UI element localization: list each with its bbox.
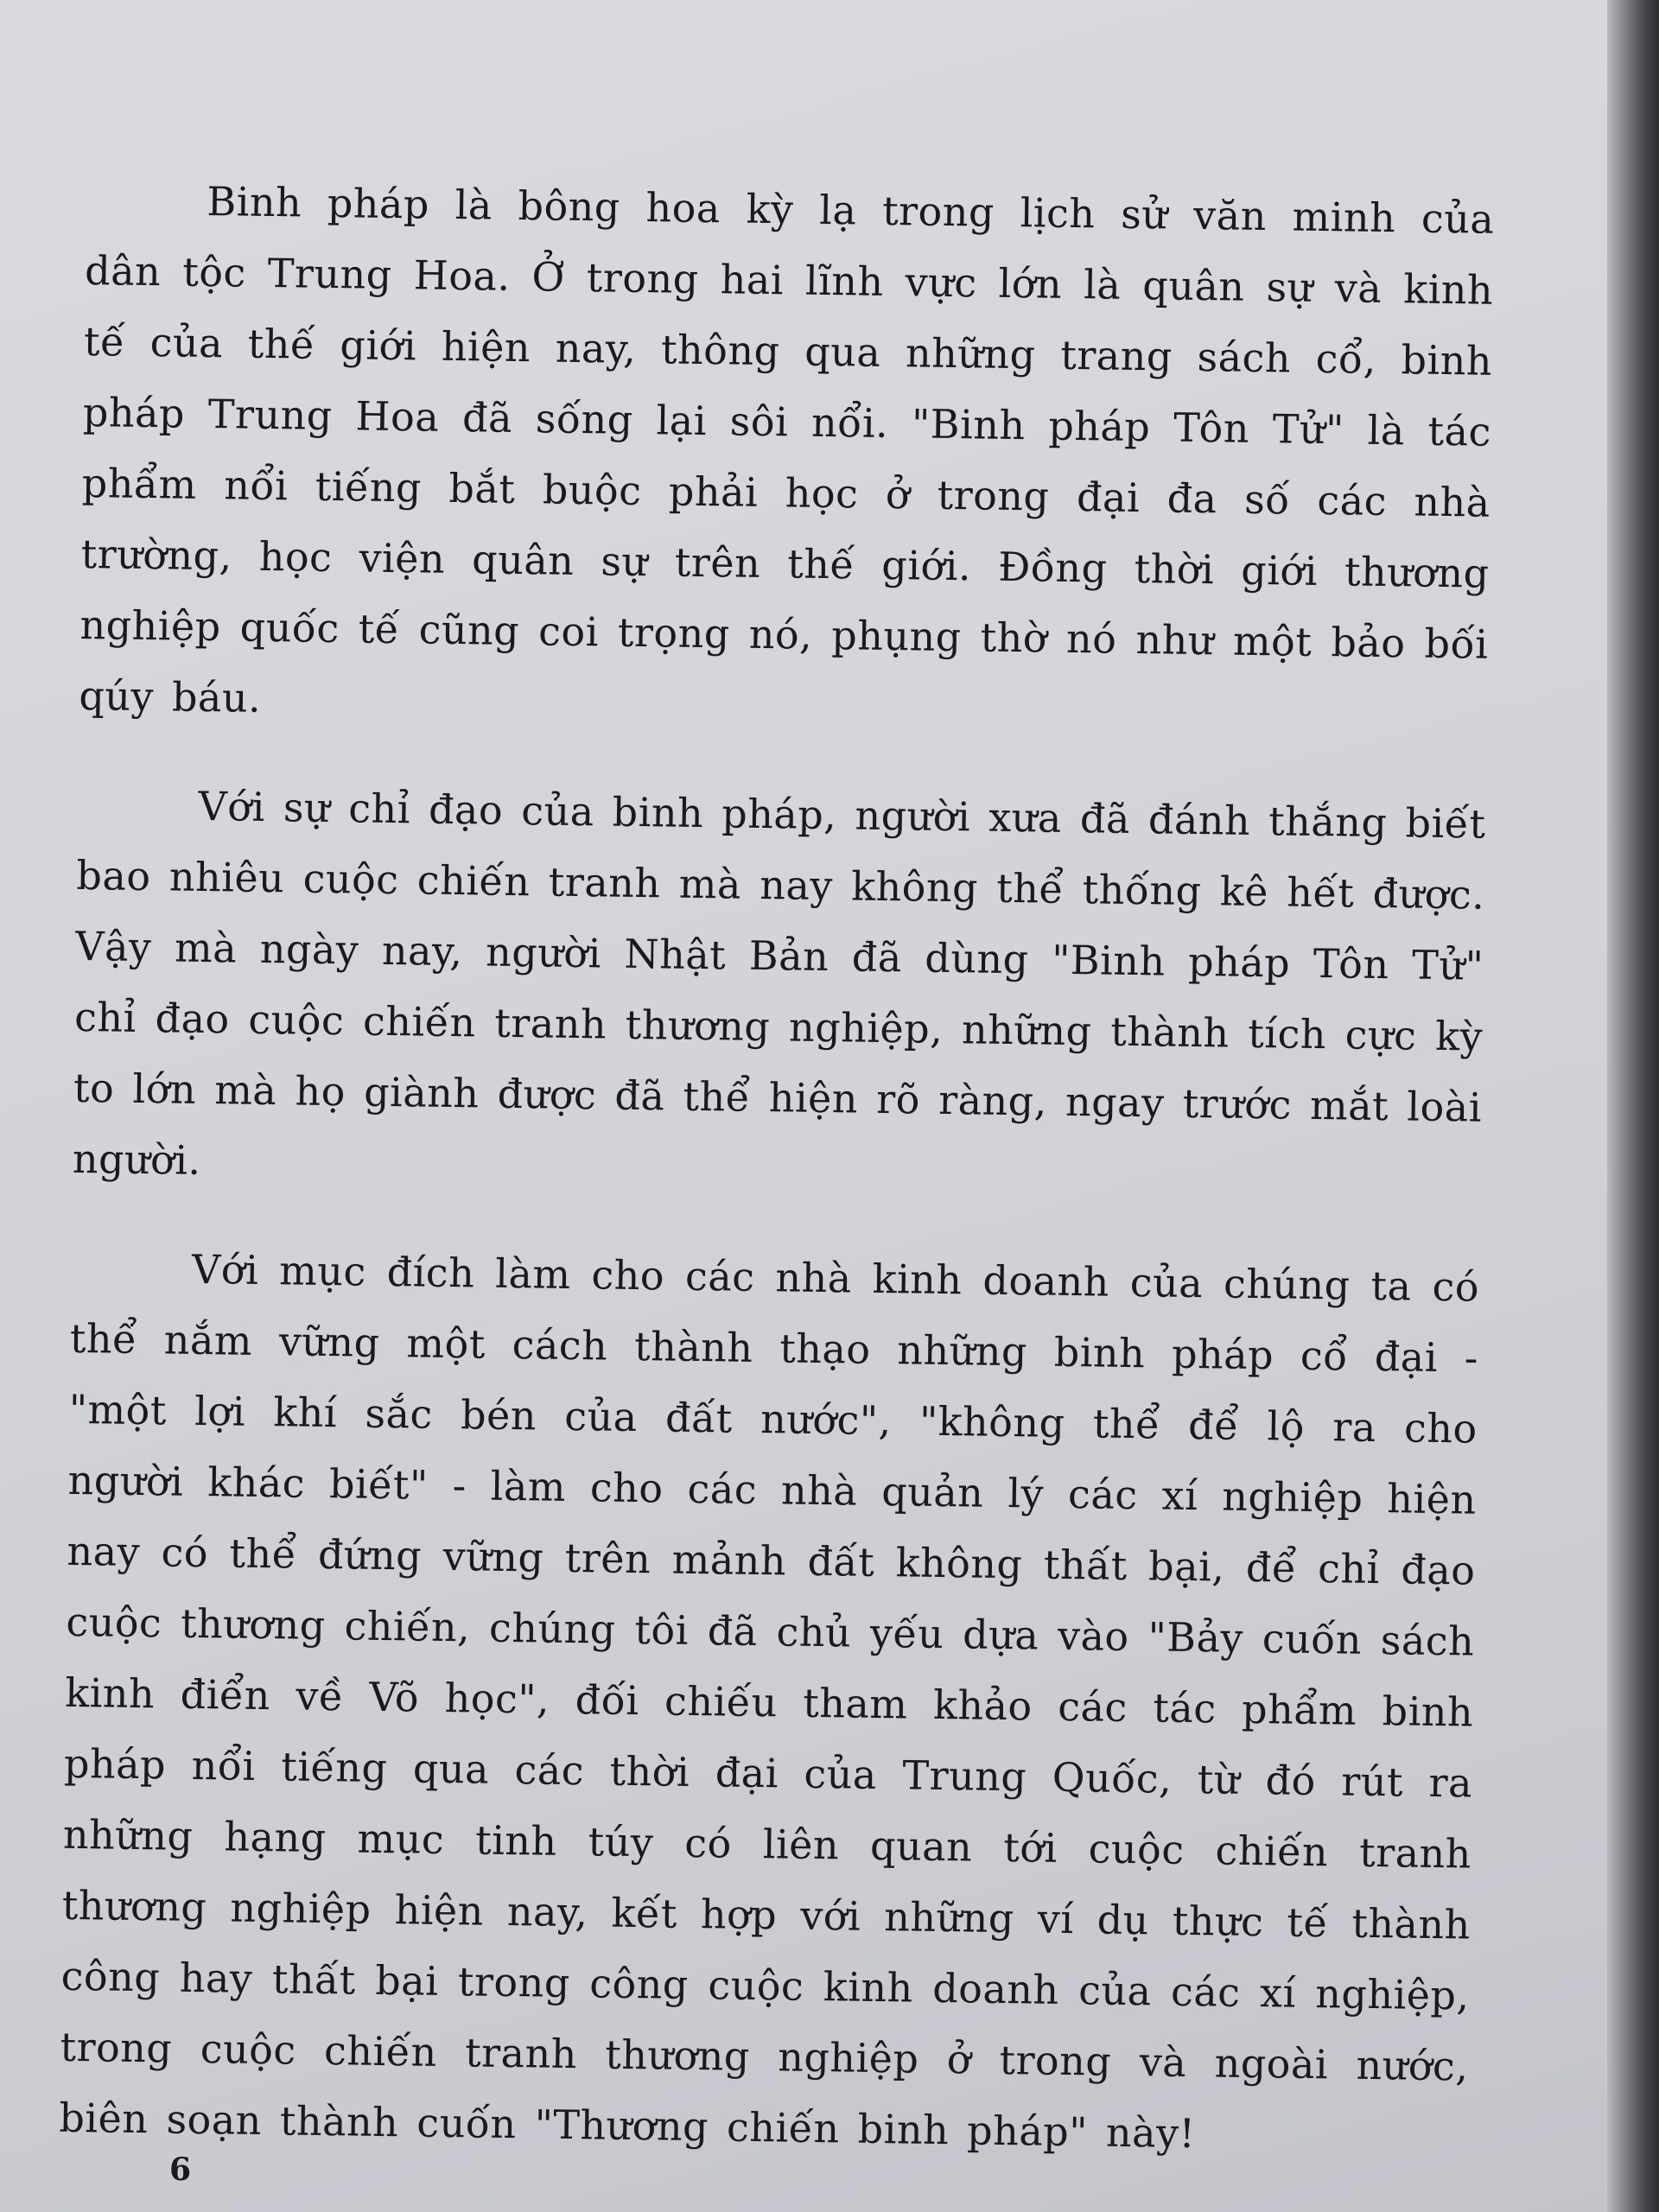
body-text [58, 164, 1495, 2211]
paragraph-2: Với sự chỉ đạo của binh pháp, người xưa đã đánh thắng biết bao nhiêu cuộc chiến tranh mà nay không thể thống kê hết được. Vậy mà ngày nay, người Nhật Bản đã dùng "Binh pháp Tôn Tử" chỉ đạo cuộc chiến tranh thương nghiệp, những thành tích cực kỳ to lớn mà họ giành được đã thể hiện rõ ràng, ngay trước mắt loài người. [72, 782, 1486, 1184]
paragraph-1: Binh pháp là bông hoa kỳ lạ trong lịch sử văn minh của dân tộc Trung Hoa. Ở trong hai lĩnh vực lớn là quân sự và kinh tế của thế giới hiện nay, thông qua những trang sách cổ, binh pháp Trung Hoa đã sống lại sôi nổi. "Binh pháp Tôn Tử" là tác phẩm nổi tiếng bắt buộc phải học ở trong đại đa số các nhà trường, học viện quân sự trên thế giới. Đồng thời giới thương nghiệp quốc tế cũng coi trọng nó, phụng thờ nó như một bảo bối qúy báu. [79, 177, 1495, 721]
page-edge-shadow [1607, 0, 1659, 2212]
paragraph-3: Với mục đích làm cho các nhà kinh doanh của chúng ta có thể nắm vững một cách thành thạo những binh pháp cổ đại - "một lợi khí sắc bén của đất nước", "không thể để lộ ra cho người khác biết" - làm cho các nhà quản lý các xí nghiệp hiện nay có thể đứng vững trên mảnh đất không thất bại, để chỉ đạo cuộc thương chiến, chúng tôi đã chủ yếu dựa vào "Bảy cuốn sách kinh điển về Võ học", đối chiếu tham khảo các tác phẩm binh pháp nổi tiếng qua các thời đại của Trung Quốc, từ đó rút ra những hạng mục tinh túy có liên quan tới cuộc chiến tranh thương nghiệp hiện nay, kết hợp với những ví dụ thực tế thành công hay thất bại trong công cuộc kinh doanh của các xí nghiệp, trong cuộc chiến tranh thương nghiệp ở trong và ngoài nước, biên soạn thành cuốn "Thương chiến binh pháp" này! [59, 1245, 1480, 2158]
page-number: 6 [169, 2152, 192, 2188]
